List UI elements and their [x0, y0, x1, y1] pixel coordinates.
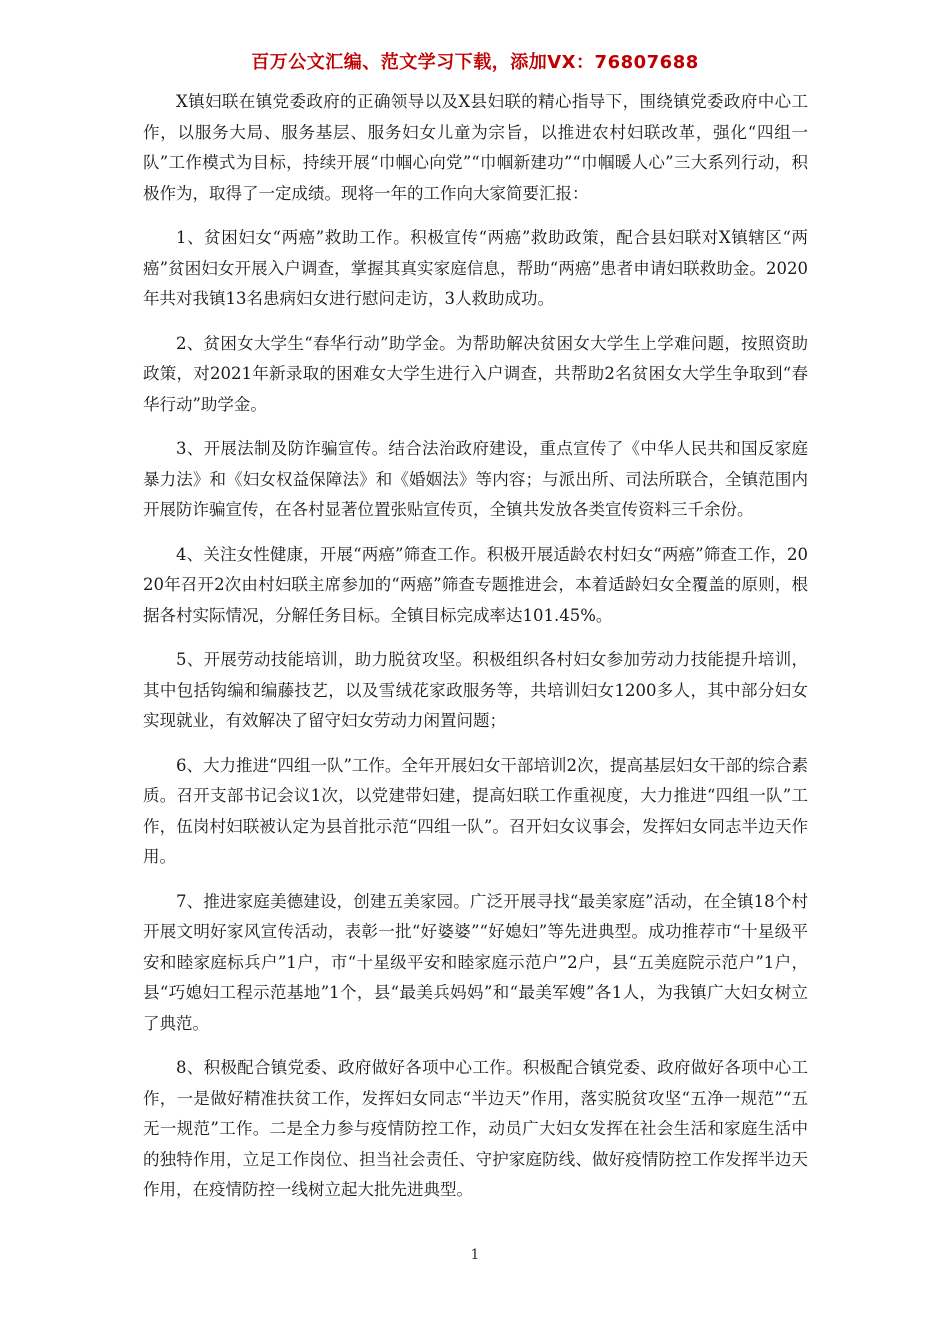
item-8-paragraph: 8、积极配合镇党委、政府做好各项中心工作。积极配合镇党委、政府做好各项中心工作，一是做好精准扶贫工作，发挥妇女同志“半边天”作用，落实脱贫攻坚“五净一规范”“五无一规范”工作。二是全力参与疫情防控工作，动员广大妇女发挥在社会生活和家庭生活中的独特作用，立足工作岗位、担当社会责任、守护家庭防线、做好疫情防控工作发挥半边天作用，在疫情防控一线树立起大批先进典型。 — [143, 1058, 808, 1199]
intro-paragraph: X镇妇联在镇党委政府的正确领导以及X县妇联的精心指导下，围绕镇党委政府中心工作，以服务大局、服务基层、服务妇女儿童为宗旨，以推进农村妇联改革，强化“四组一队”工作模式为目标，持续开展“巾帼心向党”“巾帼新建功”“巾帼暖人心”三大系列行动，积极作为，取得了一定成绩。现将一年的工作向大家简要汇报： — [143, 92, 808, 203]
item-1-paragraph: 1、贫困妇女“两癌”救助工作。积极宣传“两癌”救助政策，配合县妇联对X镇辖区“两癌”贫困妇女开展入户调查，掌握其真实家庭信息，帮助“两癌”患者申请妇联救助金。2020年共对我镇13名患病妇女进行慰问走访，3人救助成功。 — [143, 228, 808, 308]
item-4-paragraph: 4、关注女性健康，开展“两癌”筛查工作。积极开展适龄农村妇女“两癌”筛查工作，2020年召开2次由村妇联主席参加的“两癌”筛查专题推进会，本着适龄妇女全覆盖的原则，根据各村实际情况，分解任务目标。全镇目标完成率达101.45%。 — [143, 544, 808, 625]
item-7-paragraph: 7、推进家庭美德建设，创建五美家园。广泛开展寻找“最美家庭”活动，在全镇18个村开展文明好家风宣传活动，表彰一批“好婆婆”“好媳妇”等先进典型。成功推荐市“十星级平安和睦家庭标兵户”1户，市“十星级平安和睦家庭示范户”2户，县“五美庭院示范户”1户，县“巧媳妇工程示范基地”1个，县“最美兵妈妈”和“最美军嫂”各1人，为我镇广大妇女树立了典范。 — [143, 891, 808, 1033]
item-2-paragraph: 2、贫困女大学生“春华行动”助学金。为帮助解决贫困女大学生上学难问题，按照资助政策，对2021年新录取的困难女大学生进行入户调查，共帮助2名贫困女大学生争取到“春华行动”助学金。 — [143, 333, 808, 414]
item-3-paragraph: 3、开展法制及防诈骗宣传。结合法治政府建设，重点宣传了《中华人民共和国反家庭暴力法》和《妇女权益保障法》和《婚姻法》等内容；与派出所、司法所联合，全镇范围内开展防诈骗宣传，在各村显著位置张贴宣传页，全镇共发放各类宣传资料三千余份。 — [143, 439, 808, 519]
item-5-paragraph: 5、开展劳动技能培训，助力脱贫攻坚。积极组织各村妇女参加劳动力技能提升培训，其中包括钩编和编藤技艺，以及雪绒花家政服务等，共培训妇女1200多人，其中部分妇女实现就业，有效解决了留守妇女劳动力闲置问题； — [143, 650, 808, 730]
item-6-paragraph: 6、大力推进“四组一队”工作。全年开展妇女干部培训2次，提高基层妇女干部的综合素质。召开支部书记会议1次，以党建带妇建，提高妇联工作重视度，大力推进“四组一队”工作，伍岗村妇联被认定为县首批示范“四组一队”。召开妇女议事会，发挥妇女同志半边天作用。 — [143, 755, 808, 866]
page-number: 1 — [470, 1247, 480, 1263]
header-banner: 百万公文汇编、范文学习下载，添加VX：76807688 — [251, 52, 699, 73]
document-body — [143, 87, 808, 1220]
